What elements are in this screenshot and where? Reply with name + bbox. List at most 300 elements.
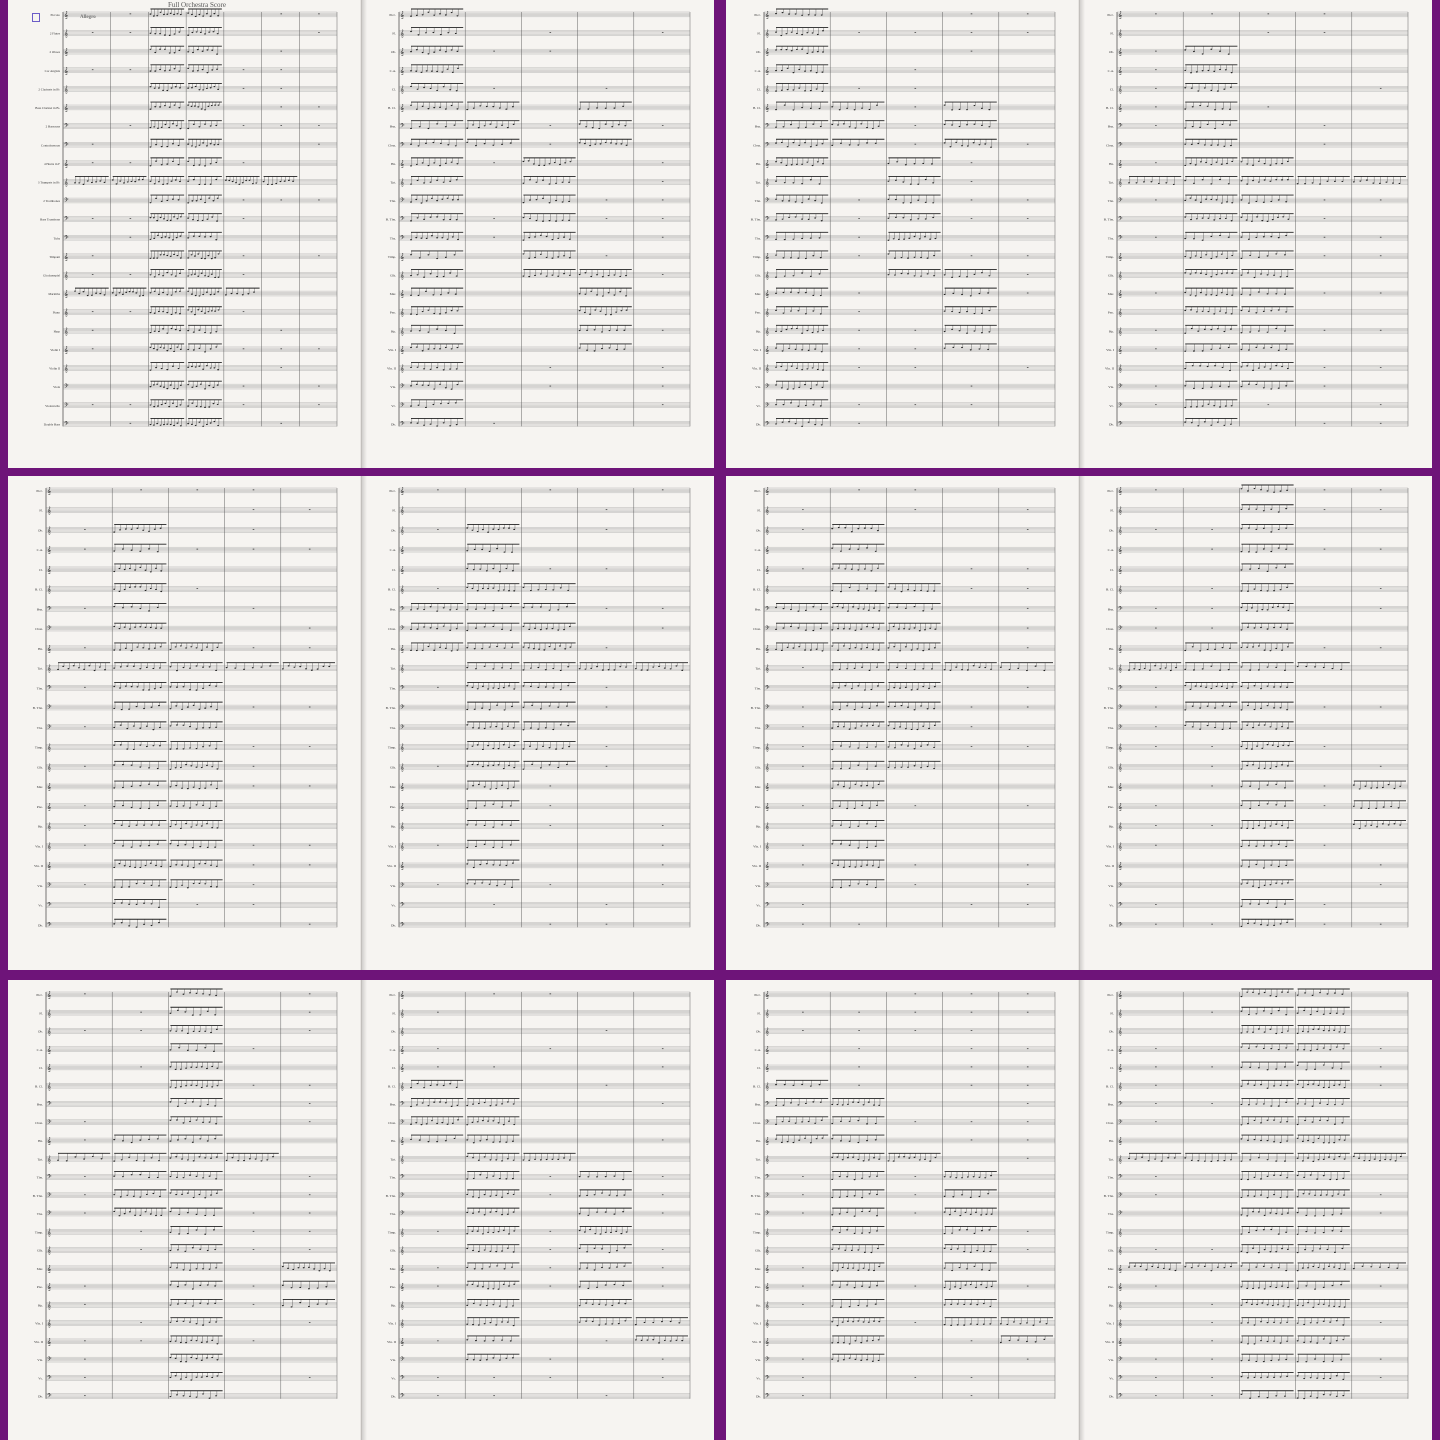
rest [1155,1359,1157,1360]
rest [606,746,608,747]
rest [858,924,860,925]
clef-icon: 𝄞 [1118,1319,1123,1328]
rest [1027,805,1029,806]
instrument-label: Fl. [757,1011,761,1016]
rest [550,924,552,925]
clef-icon: 𝄞 [47,1319,52,1328]
rest [197,490,199,491]
rest [1380,608,1382,609]
instrument-label: B. Tbn. [750,217,761,222]
instrument-label: Db. [38,923,43,928]
clef-icon: 𝄢 [47,1191,52,1200]
clef-icon: 𝄞 [400,327,405,336]
instrument-label: Vla. [37,883,43,888]
staff [49,364,337,374]
rest [1027,14,1029,15]
staff [755,782,1055,792]
staff [754,10,1055,20]
rest [1027,884,1029,885]
rest [858,348,860,349]
rest [309,1030,311,1031]
instrument-label: Vln. I [388,347,396,352]
rest [858,32,860,33]
staff [39,1063,337,1073]
rest [1324,367,1326,368]
staff [1104,1192,1408,1200]
rest [243,274,245,275]
rest [1155,608,1157,609]
clef-icon: 𝄞 [400,783,405,792]
instrument-label: Bsn. [389,607,396,612]
instrument-label: Ob. [391,50,396,55]
staff [392,1063,690,1073]
staff [391,1300,690,1310]
instrument-label: Vc. [756,403,761,408]
staff [755,1282,1055,1292]
staff [388,103,690,113]
rest [858,367,860,368]
instrument-label: Timp. [387,745,396,750]
rest [92,144,94,145]
staff [1108,1210,1408,1218]
staff [1106,103,1408,113]
rest [971,904,973,905]
staff [390,724,690,732]
rest [1380,865,1382,866]
staff [755,724,1055,732]
staff [37,545,337,555]
instrument-label: Vln. II [386,864,396,869]
rest [84,529,86,530]
clef-icon: 𝄢 [1118,625,1123,634]
instrument-label: B. Cl. [387,106,396,111]
rest [606,255,608,256]
staff [391,326,690,336]
clef-icon: 𝄢 [765,684,770,693]
clef-icon: 𝄞 [765,1319,770,1328]
staff [1104,216,1408,224]
staff [44,159,337,169]
rest [550,805,552,806]
staff [753,103,1055,113]
rest [1027,1067,1029,1068]
staff [390,684,690,692]
instrument-label: Hn. [1109,1139,1114,1144]
rest [606,509,608,510]
staff [388,743,690,753]
staff [1108,123,1408,131]
instrument-label: Ob. [38,1029,43,1034]
rest [1155,1121,1157,1122]
instrument-label: Hn. [756,161,761,166]
staff [1110,506,1408,516]
clef-icon: 𝄢 [400,921,405,930]
rest [130,423,132,424]
clef-icon: 𝄞 [64,178,69,187]
instrument-label: Ob. [756,50,761,55]
rest [309,1322,311,1323]
instrument-label: Fl. [39,1011,43,1016]
instrument-label: Vln. II [751,1339,761,1344]
rest [550,1267,552,1268]
instrument-label: Vc. [391,403,396,408]
staff [34,1337,337,1347]
rest [1027,274,1029,275]
rest [437,766,439,767]
staff [751,704,1055,712]
staff [1108,1154,1408,1164]
instrument-label: Timp. [752,254,761,259]
clef-icon: 𝄞 [1118,585,1123,594]
rest [802,845,804,846]
rest [140,1012,142,1013]
staff [386,704,690,712]
rest [662,865,664,866]
staff [1108,882,1408,890]
clef-icon: 𝄞 [1118,1228,1123,1237]
clef-icon: 𝄞 [400,763,405,772]
instrument-label: Piano [52,310,60,315]
instrument-label: Violin I [50,347,60,352]
instrument-label: B. Cl. [387,587,396,592]
rest [662,200,664,201]
rest [971,14,973,15]
staff [38,902,337,910]
rest [802,1176,804,1177]
staff [755,66,1055,76]
rest [84,1213,86,1214]
instrument-label: Mar. [36,785,43,790]
rest [92,255,94,256]
rest [1211,588,1213,589]
rest [130,125,132,126]
rest [318,200,320,201]
staff [1108,289,1408,299]
bookmark-icon[interactable] [32,13,40,22]
instrument-label: B. Tbn. [750,706,761,711]
rest [92,348,94,349]
staff [756,1374,1055,1382]
staff [1107,10,1408,20]
staff [755,383,1055,391]
instrument-label: Tpt. [37,666,43,671]
rest [858,404,860,405]
rest [662,125,664,126]
clef-icon: 𝄞 [400,1228,405,1237]
instrument-label: Tpt. [37,1157,43,1162]
rest [1027,509,1029,510]
rest [437,1231,439,1232]
rest [309,845,311,846]
staff [1110,29,1408,39]
rest [1027,865,1029,866]
clef-icon: 𝄞 [64,345,69,354]
rest [1211,1322,1213,1323]
clef-icon: 𝄢 [765,122,770,131]
staff [391,921,690,929]
instrument-label: Hn. [1109,161,1114,166]
staff [1108,664,1408,674]
rest [662,845,664,846]
rest [858,1085,860,1086]
clef-icon: 𝄢 [64,141,69,150]
instrument-label: Pno. [389,804,396,809]
rest [971,1377,973,1378]
rest [662,330,664,331]
staff [1108,234,1408,242]
rest [1324,423,1326,424]
rest [662,1103,664,1104]
rest [493,423,495,424]
rest [1027,1085,1029,1086]
instrument-label: Fl. [757,508,761,513]
clef-icon: 𝄢 [400,401,405,410]
rest [1155,845,1157,846]
rest [318,125,320,126]
instrument-label: Db. [1109,1394,1114,1399]
staff [37,724,337,732]
staff [1109,644,1408,654]
instrument-label: Tbn. [1107,686,1114,691]
instrument-label: Cl. [391,1066,396,1071]
clef-icon: 𝄞 [765,743,770,752]
instrument-label: C.A. [754,548,761,553]
staff [35,1119,337,1127]
clef-icon: 𝄞 [1118,271,1123,280]
rest [802,904,804,905]
staff [1109,159,1408,169]
clef-icon: 𝄞 [1118,85,1123,94]
instrument-label: Double Bass [43,422,60,427]
instrument-label: Tbn. [389,199,396,204]
staff [392,506,690,516]
instrument-label: Vc. [1109,403,1114,408]
clef-icon: 𝄞 [1118,743,1123,752]
rest [606,568,608,569]
staff [39,506,337,516]
instrument-label: Ob. [391,1029,396,1034]
clef-icon: 𝄢 [47,1392,52,1401]
rest [858,490,860,491]
instrument-label: Db. [391,422,396,427]
rest [1211,786,1213,787]
clef-icon: 𝄢 [1118,122,1123,131]
rest [802,568,804,569]
clef-icon: 𝄞 [1118,29,1123,38]
rest [84,1286,86,1287]
instrument-label: Timp. [752,1230,761,1235]
rest [971,1340,973,1341]
rest [662,32,664,33]
score-spread[interactable] [726,476,1432,970]
instrument-label: Vln. II [751,864,761,869]
rest [1211,1395,1213,1396]
staff [757,565,1055,575]
clef-icon: 𝄞 [400,85,405,94]
instrument-label: Bsn. [754,607,761,612]
rest [1324,647,1326,648]
staff [390,1154,690,1164]
rest [1324,924,1326,925]
instrument-label: Mar. [1107,1266,1114,1271]
clef-icon: 𝄢 [1118,605,1123,614]
rest [92,32,94,33]
clef-icon: 𝄞 [765,308,770,317]
clef-icon: 𝄢 [400,1392,405,1401]
score-page [33,989,337,1401]
score-spread[interactable] [8,0,714,468]
rest [1155,490,1157,491]
staff [1108,684,1408,692]
rest [1027,1121,1029,1122]
staff [390,1264,690,1274]
rest [318,404,320,405]
rest [802,1359,804,1360]
tempo-mark: Allegro [80,15,96,20]
clef-icon: 𝄞 [47,822,52,831]
rest [437,588,439,589]
clef-icon: 𝄞 [1118,1027,1123,1036]
rest [1027,628,1029,629]
instrument-label: B. Cl. [34,587,43,592]
staff [1104,704,1408,712]
clef-icon: 𝄞 [47,506,52,515]
rest [1155,386,1157,387]
instrument-label: Tbn. [754,1175,761,1180]
instrument-label: Vc. [38,903,43,908]
instrument-label: Vln. I [388,844,396,849]
clef-icon: 𝄞 [64,29,69,38]
instrument-label: Vln. I [753,1321,761,1326]
instrument-label: Hp. [391,329,396,334]
instrument-label: Contrabassoon [41,143,60,148]
rest [437,529,439,530]
rest [915,1286,917,1287]
rest [1324,746,1326,747]
clef-icon: 𝄞 [64,11,69,19]
staff [36,486,337,496]
clef-icon: 𝄞 [765,565,770,574]
clef-icon: 𝄞 [1118,327,1123,336]
clef-icon: 𝄞 [765,1155,770,1164]
instrument-label: C.A. [389,548,396,553]
instrument-label: Mar. [754,292,761,297]
rest [84,608,86,609]
instrument-label: Bass Clarinet in B♭ [35,106,60,111]
rest [197,904,199,905]
rest [971,51,973,52]
instrument-label: Harp [53,329,60,334]
rest [802,746,804,747]
rest [253,845,255,846]
instrument-label: Hp. [38,1303,43,1308]
clef-icon: 𝄢 [765,1374,770,1383]
rest [280,69,282,70]
rest [606,1085,608,1086]
clef-icon: 𝄞 [400,506,405,515]
rest [309,1231,311,1232]
rest [437,845,439,846]
clef-icon: 𝄞 [1118,763,1123,772]
rest [1380,1194,1382,1195]
instrument-label: 2 Oboes [49,50,60,55]
rest [1155,237,1157,238]
rest [550,568,552,569]
clef-icon: 𝄢 [1118,1100,1123,1109]
instrument-label: Mar. [1107,785,1114,790]
rest [1155,107,1157,108]
instrument-label: Mar. [36,1266,43,1271]
score-spread[interactable] [726,980,1432,1440]
rest [550,51,552,52]
clef-icon: 𝄞 [47,1009,52,1018]
clef-icon: 𝄞 [64,252,69,261]
rest [802,1267,804,1268]
rest [606,608,608,609]
clef-icon: 𝄢 [1118,723,1123,732]
staff [54,326,337,336]
rest [1380,884,1382,885]
clef-icon: 𝄞 [47,1082,52,1091]
instrument-label: Glk. [37,765,43,770]
rest [802,805,804,806]
score-spread[interactable] [8,980,714,1440]
clef-icon: 𝄢 [400,625,405,634]
clef-icon: 𝄞 [47,1027,52,1036]
rest [309,865,311,866]
staff [1108,1045,1408,1055]
clef-icon: 𝄢 [765,625,770,634]
clef-icon: 𝄞 [1118,66,1123,75]
staff [390,1210,690,1218]
rest [280,348,282,349]
rest [493,1377,495,1378]
instrument-label: Vln. II [33,864,43,869]
clef-icon: 𝄢 [1118,197,1123,206]
instrument-label: Ob. [38,528,43,533]
rest [140,490,142,491]
clef-icon: 𝄞 [1118,11,1123,19]
rest [1324,237,1326,238]
rest [1380,766,1382,767]
rest [1380,509,1382,510]
rest [606,218,608,219]
staff [756,47,1055,57]
rest [253,1085,255,1086]
staff [391,1393,690,1401]
rest [1027,1231,1029,1232]
clef-icon: 𝄞 [1118,1082,1123,1091]
clef-icon: 𝄢 [765,197,770,206]
staff [38,1374,337,1382]
score-spread[interactable] [8,476,714,970]
clef-icon: 𝄢 [400,1191,405,1200]
score-spread[interactable] [726,0,1432,468]
staff [391,525,690,535]
instrument-label: Tpt. [1108,180,1114,185]
instrument-label: Pno. [389,310,396,315]
rest [92,330,94,331]
staff [391,822,690,832]
clef-icon: 𝄢 [1118,1392,1123,1401]
clef-icon: 𝄞 [400,1045,405,1054]
clef-icon: 𝄢 [1118,1173,1123,1182]
staff [1108,383,1408,391]
staff [1109,1136,1408,1146]
clef-icon: 𝄞 [765,271,770,280]
clef-icon: 𝄞 [1118,1246,1123,1255]
instrument-label: B. Tbn. [385,706,396,711]
